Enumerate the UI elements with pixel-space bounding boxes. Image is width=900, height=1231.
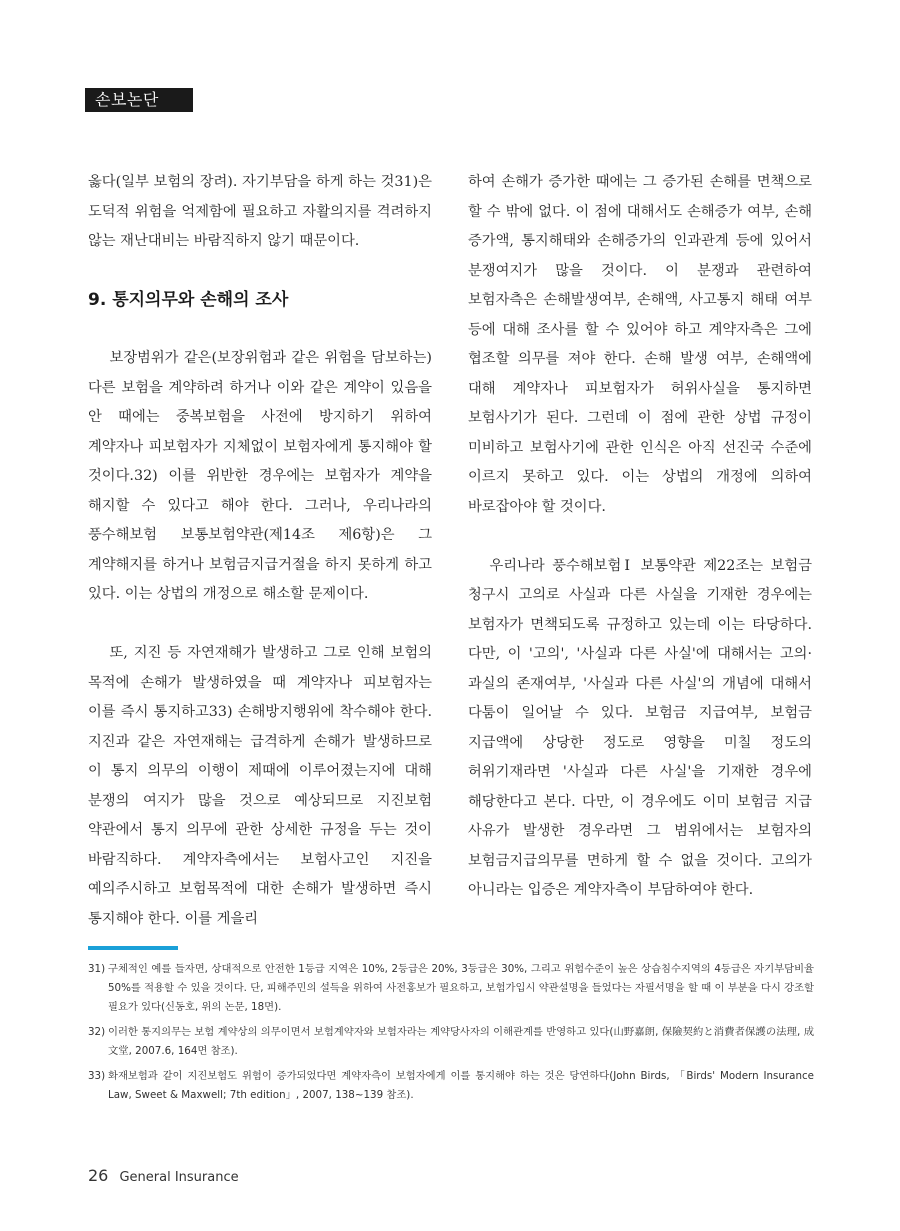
page-footer bbox=[88, 1166, 239, 1185]
footnote-text: 이러한 통지의무는 보험 계약상의 의무이면서 보험계약자와 보험자라는 계약당사자의 이해관계를 반영하고 있다(山野嘉朗, 保險契約と消費者保護の法理, 成文堂, 2007.6, 164면 참조). bbox=[108, 1026, 814, 1057]
footnote-number: 33) bbox=[88, 1070, 106, 1082]
footnote bbox=[88, 1023, 814, 1061]
page-number: 26 bbox=[88, 1166, 109, 1185]
right-column bbox=[468, 168, 812, 906]
footnote bbox=[88, 960, 814, 1017]
footnote-number: 31) bbox=[88, 963, 106, 975]
section-tag: 손보논단 bbox=[85, 88, 193, 112]
footnote-divider bbox=[88, 946, 178, 950]
footnote-text: 구체적인 예를 들자면, 상대적으로 안전한 1등급 지역은 10%, 2등급은 20%, 3등급은 30%, 그리고 위험수준이 높은 상습침수지역의 4등급은 자기부담비율 50%를 적용할 수 있을 것이다. 단, 피해주민의 설득을 위하여 사전홍보가 필요하고, 보험가입시 약관설명을 들었다는 자필서명을 할 때 이 부분을 다시 강조할 필요가 있다(신동호, 위의 논문, 18면). bbox=[108, 963, 814, 1013]
publication-name: General Insurance bbox=[119, 1170, 239, 1185]
paragraph: 하여 손해가 증가한 때에는 그 증가된 손해를 면책으로 할 수 밖에 없다. 이 점에 대해서도 손해증가 여부, 손해 증가액, 통지해태와 손해증가의 인과관계 등에 있어서 분쟁여지가 많을 것이다. 이 분쟁과 관련하여 보험자측은 손해발생여부, 손해액, 사고통지 해태 여부 등에 대해 조사를 할 수 있어야 하고 계약자측은 그에 협조할 의무를 져야 한다. 손해 발생 여부, 손해액에 대해 계약자나 피보험자가 허위사실을 통지하면 보험사기가 된다. 그런데 이 점에 관한 상법 규정이 미비하고 보험사기에 관한 인식은 아직 선진국 수준에 이르지 못하고 있다. 이는 상법의 개정에 의하여 바로잡아야 할 것이다. bbox=[468, 174, 812, 515]
footnotes bbox=[88, 960, 814, 1111]
paragraph: 우리나라 풍수해보험Ⅰ 보통약관 제22조는 보험금 청구시 고의로 사실과 다른 사실을 기재한 경우에는 보험자가 면책되도록 규정하고 있는데 이는 타당하다. 다만, 이 '고의', '사실과 다른 사실'에 대해서는 고의·과실의 존재여부, '사실과 다른 사실'의 개념에 대해서 다툼이 일어날 수 있다. 보험금 지급여부, 보험금 지급액에 상당한 정도로 영향을 미칠 정도의 허위기재라면 '사실과 다른 사실'을 기재한 경우에 해당한다고 본다. 다만, 이 경우에도 이미 보험금 지급 사유가 발생한 경우라면 그 범위에서는 보험자의 보험금지급의무를 면하게 할 수 없을 것이다. 고의가 아니라는 입증은 계약자측이 부담하여야 한다. bbox=[468, 557, 812, 898]
footnote-number: 32) bbox=[88, 1026, 106, 1038]
footnote bbox=[88, 1067, 814, 1105]
paragraph: 옳다(일부 보험의 장려). 자기부담을 하게 하는 것31)은 도덕적 위험을 억제함에 필요하고 자활의지를 격려하지 않는 재난대비는 바람직하지 않기 때문이다. bbox=[88, 174, 432, 249]
footnote-text: 화재보험과 같이 지진보험도 위험이 증가되었다면 계약자측이 보험자에게 이를 통지해야 하는 것은 당연하다(John Birds, 「Birds' Modern Insurance Law, Sweet & Maxwell; 7th edition」, 2007, 138~139 참조). bbox=[108, 1070, 814, 1101]
section-heading: 9. 통지의무와 손해의 조사 bbox=[88, 290, 289, 310]
paragraph: 또, 지진 등 자연재해가 발생하고 그로 인해 보험의 목적에 손해가 발생하였을 때 계약자나 피보험자는 이를 즉시 통지하고33) 손해방지행위에 착수해야 한다. 지진과 같은 자연재해는 급격하게 손해가 발생하므로 이 통지 의무의 이행이 제때에 이루어졌는지에 대해 분쟁의 여지가 많을 것으로 예상되므로 지진보험 약관에서 통지 의무에 관한 상세한 규정을 두는 것이 바람직하다. 계약자측에서는 보험사고인 지진을 예의주시하고 보험목적에 대한 손해가 발생하면 즉시 통지해야 한다. 이를 게을리 bbox=[88, 645, 432, 927]
left-column bbox=[88, 168, 432, 934]
paragraph: 보장범위가 같은(보장위험과 같은 위험을 담보하는) 다른 보험을 계약하려 하거나 이와 같은 계약이 있음을 안 때에는 중복보험을 사전에 방지하기 위하여 계약자나 피보험자가 지체없이 보험자에게 통지해야 할 것이다.32) 이를 위반한 경우에는 보험자가 계약을 해지할 수 있다고 해야 한다. 그러나, 우리나라의 풍수해보험 보통보험약관(제14조 제6항)은 그 계약해지를 하거나 보험금지급거절을 하지 못하게 하고 있다. 이는 상법의 개정으로 해소할 문제이다. bbox=[88, 350, 432, 602]
